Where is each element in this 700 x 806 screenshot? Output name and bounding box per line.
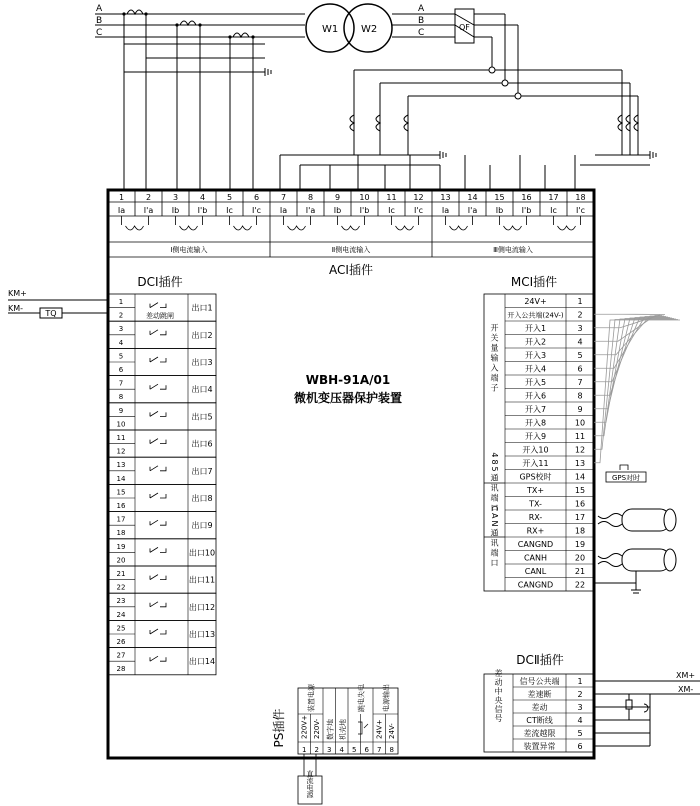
mc1-terminal-number: 2 [577,310,583,320]
dc1-terminal-number: 21 [116,570,126,578]
device-name: 微机变压器保护装置 [293,391,403,405]
dc2-terminal-number: 2 [577,690,583,699]
ct-channel-label: I'c [252,206,261,215]
phase-b-label: B [96,16,103,26]
dc1-output-label: 出口2 [191,330,213,340]
ct-channel-label: Ib [495,206,504,215]
mc1-row-label: 开入11 [522,459,549,468]
w1-label: W1 [322,24,339,35]
dc1-terminal-number: 2 [118,311,124,320]
dc1-terminal-number: 28 [116,665,126,674]
dc1-terminal-number: 18 [116,529,126,538]
dc2-row-label: 差流越限 [523,729,556,738]
relay-contact-icon [150,656,166,661]
ct-terminal-number: 18 [575,193,586,202]
ct-channel-label: I'b [359,206,370,215]
dc1-output-label: 出口12 [188,602,216,612]
ct-coil-icon [176,216,203,230]
mc1-row-label: 24V+ [524,297,547,306]
ps-terminal-number: 2 [314,746,319,754]
mc1-terminal-number: 15 [574,486,586,495]
ps-group-label: 电源输出 [382,684,391,712]
dc1-output-label: 出口13 [188,630,216,639]
dc1-terminal-number: 24 [116,610,126,619]
ct-terminal-number: 3 [172,193,179,202]
ct-coil-icon [554,216,581,230]
dc2-terminal-number: 6 [577,742,583,751]
ps-terminal-number: 5 [352,746,357,754]
ct-terminal-number: 5 [226,193,233,202]
dc1-terminal-number: 17 [116,515,126,524]
ps-terminal-number: 4 [339,746,344,754]
qf-breaker-label: QF [459,23,470,32]
ps-group-label: 数字地 [326,719,335,740]
relay-contact-icon [150,384,166,389]
ps-terminal-label: 220V+ [300,714,309,739]
gps-sync-label: GPS对时 [611,474,641,482]
dc1-output-label: 出口11 [188,575,216,585]
dc1-terminal-number: 19 [116,542,126,551]
mc1-row-label: 开入3 [524,351,547,360]
mc1-terminal-number: 19 [574,540,586,549]
mc1-row-label: 开入1 [524,324,547,333]
mc1-row-label: CANH [523,553,548,563]
mc1-terminal-number: 16 [574,499,586,509]
ct-channel-label: Ia [117,206,126,215]
ct-terminal-number: 17 [548,193,559,202]
relay-contact-icon [150,575,166,580]
dc1-terminal-number: 10 [116,420,126,429]
mc1-terminal-number: 7 [577,378,583,387]
relay-contact-icon [150,466,166,471]
relay-contact-icon [150,303,166,308]
ct-group-1-label: Ⅰ侧电流输入 [170,246,208,254]
dc2-terminal-number: 4 [577,716,583,725]
mc1-row-label: RX+ [526,526,545,536]
dc2-row-label: 装置异常 [523,742,556,751]
ct-terminal-number: 6 [253,193,260,202]
tq-label: TQ [45,309,57,318]
ps-group-label: 机壳地 [338,719,347,740]
dc-source-label: 直流电源 [306,770,314,798]
mc1-row-label: 开入2 [524,337,547,347]
dc2-row-label: 差动 [531,703,548,712]
ct-channel-label: Ib [171,206,180,215]
ps-terminal-label: 24V+ [375,719,384,739]
ct-terminal-number: 2 [145,193,152,202]
dc1-output-label: 出口4 [191,385,213,395]
relay-contact-icon [150,411,166,416]
dc1-terminal-number: 8 [118,393,124,402]
mc1-terminal-number: 12 [574,445,586,455]
ct-coil-icon [122,216,149,230]
ps-group-label: 装置电源 [307,684,316,712]
left-phase-lines [95,10,305,190]
left-phase-labels [96,4,103,38]
dc1-terminal-number: 20 [116,556,126,565]
relay-contact-icon [150,602,166,607]
relay-contact-icon [150,439,166,444]
dc1-terminal-block [108,294,216,675]
mc1-row-label: TX- [529,499,542,509]
dc1-terminal-number: 27 [116,651,126,660]
phase-c-label-right: C [418,28,425,38]
ct-coil-icon [392,216,419,230]
ct-channel-label: Ia [441,206,450,215]
mc1-group-label: 485通讯端口 [490,452,499,514]
mc1-terminal-number: 3 [577,324,583,333]
dc1-terminal-number: 3 [118,325,124,334]
dc1-terminal-number: 13 [116,461,126,470]
dc1-output-label: 出口10 [188,548,216,558]
phase-c-label: C [96,28,103,38]
ct-terminal-number: 14 [467,193,478,202]
dc1-terminal-number: 25 [116,624,126,633]
ct-group-2-label: Ⅱ侧电流输入 [331,246,371,254]
dc1-output-label: 出口8 [191,494,213,503]
mc1-terminal-number: 8 [577,391,583,401]
ps-title: PS插件 [272,708,286,748]
mc1-terminal-number: 21 [574,567,586,576]
dc1-terminal-number: 26 [116,638,126,646]
relay-contact-icon [358,722,368,734]
mc1-switch-wire [594,320,678,450]
dc1-terminal-number: 22 [116,583,126,592]
ps-terminal-number: 7 [377,746,382,754]
xm-minus-label: XM- [678,685,694,694]
phase-a-label: A [96,4,103,14]
ct-channel-label: I'c [414,206,423,215]
relay-contact-icon [150,330,166,335]
dc1-terminal-number: 16 [116,502,126,510]
relay-contact-icon [150,357,166,362]
device-model: WBH-91A/01 [305,373,391,387]
dc2-row-label: 差速断 [527,690,552,699]
mc1-terminal-block [484,294,594,591]
comm-cables [594,509,676,593]
mc1-row-label: 开入4 [524,364,547,374]
mc1-terminal-number: 14 [574,472,586,482]
mc1-terminal-number: 11 [574,432,586,441]
relay-contact-icon [150,493,166,498]
ct-channel-label: Ic [226,206,233,215]
mc1-terminal-number: 22 [574,580,586,590]
ct-terminal-number: 8 [307,193,314,202]
ct-channel-labels [118,206,585,215]
dc1-output-label: 出口7 [191,466,213,476]
mc1-row-label: 开入9 [524,432,547,441]
transformer-symbol [306,4,392,52]
ct-terminal-number: 1 [118,193,125,202]
mc1-switch-wire [594,317,668,382]
mc1-terminal-number: 4 [577,337,583,347]
mc1-row-label: 开入6 [524,391,547,401]
ct-terminal-number: 4 [199,193,206,202]
mc1-terminal-number: 13 [574,459,586,468]
km-plus-label: KM+ [8,289,27,298]
ps-terminal-number: 8 [389,746,394,754]
dc1-terminal-number: 15 [116,488,126,497]
mc1-row-label: RX- [528,513,543,522]
ct-coil-icon [230,216,257,230]
mc1-group-label: 开关量输入端子 [490,323,499,394]
mc1-terminal-number: 5 [577,351,583,360]
ps-terminal-number: 6 [364,746,369,754]
ps-terminal-label: 24V- [387,723,396,739]
dc2-row-label: CT断线 [526,716,553,725]
phase-a-label-right: A [418,4,425,14]
dc1-terminal-number: 5 [118,352,124,361]
mc1-title: MCⅠ插件 [510,275,558,289]
ps-group-label: 跳电失电 [357,684,366,712]
mc1-terminal-number: 9 [577,405,583,414]
dc1-terminal-number: 6 [118,366,124,374]
mc1-terminal-number: 6 [577,364,583,374]
mc1-row-label: 开入7 [524,405,547,414]
xm-plus-label: XM+ [676,671,696,680]
mc1-terminal-number: 18 [574,526,586,536]
ct-channel-label: I'b [197,206,208,215]
ct-channel-label: I'a [305,206,316,215]
ps-terminal-block [298,683,398,804]
mc1-row-label: TX+ [526,486,545,495]
ct-coil-icon [446,216,473,230]
ps-terminal-label: 220V- [312,718,321,739]
mc1-row-label: GPS校时 [519,472,552,482]
mc1-row-label: 开入8 [524,418,547,428]
dc2-terminal-number: 5 [577,729,583,738]
km-minus-label: KM- [8,304,24,313]
mc1-row-label: 开入5 [524,378,547,387]
mc1-terminal-number: 17 [574,513,586,522]
dc2-terminal-number: 1 [577,677,583,686]
ct-channel-label: I'b [521,206,532,215]
ct-coil-icon [284,216,311,230]
w2-label: W2 [361,24,378,35]
ct-coil-icon [338,216,365,230]
ct-terminal-number: 10 [359,193,370,202]
ct-terminal-number: 15 [494,193,505,202]
ct-coil-icon [500,216,527,230]
ct-terminal-number: 13 [440,193,451,202]
ps-terminal-number: 1 [302,746,307,754]
dc2-title: DCⅡ插件 [516,653,564,667]
dc1-output-label: 出口3 [191,358,213,367]
ct-channel-label: Ib [333,206,342,215]
dc1-terminal-number: 4 [118,338,124,347]
mc1-group-label: CAN通讯端口 [490,505,499,569]
dc2-terminal-number: 3 [577,703,583,712]
dc1-terminal-number: 11 [116,434,126,442]
relay-contact-icon [150,520,166,525]
dc1-output-label: 出口1 [191,303,213,313]
mc1-terminal-number: 10 [574,418,586,428]
ct-channel-label: I'c [576,206,585,215]
ct-terminal-number: 7 [280,193,287,202]
ct-channel-label: I'a [467,206,478,215]
ct-group-labels [170,245,532,254]
dc1-output-label: 出口14 [188,657,216,667]
dc1-output-label: 出口5 [191,412,213,422]
diff-trip-label: 差动跳闸 [146,312,174,320]
mc1-terminal-number: 20 [574,553,586,563]
dc1-output-label: 出口6 [191,439,213,449]
ct-channel-label: Ia [279,206,288,215]
dc2-group-label: 差动中央信号 [494,669,503,723]
relay-contact-icon [150,547,166,552]
ct-channel-label: I'a [143,206,154,215]
mc1-row-label: CANL [524,567,547,576]
dc1-terminal-number: 14 [116,474,126,483]
ct-terminal-number: 11 [386,193,397,202]
mc1-row-label: CANGND [517,540,554,549]
dc1-terminal-number: 9 [118,406,124,415]
dc1-title: DCⅠ插件 [137,275,183,289]
relay-contact-icon [150,629,166,634]
ct-terminal-number: 12 [413,193,424,202]
dc1-terminal-number: 7 [118,379,124,388]
dc2-row-label: 信号公共端 [519,677,560,686]
ct-channel-label: Ic [550,206,557,215]
dc1-output-label: 出口9 [191,521,213,531]
mc1-row-label: 开入公共端(24V-) [507,311,564,320]
mc1-terminal-number: 1 [577,297,583,306]
ct-terminal-number: 9 [334,193,341,202]
ct-coil-icons [122,216,581,230]
mc1-row-label: 开入10 [522,445,549,455]
ac1-title: ACⅠ插件 [329,263,373,277]
ct-group-3-label: Ⅲ侧电流输入 [493,246,533,254]
mc1-external-wiring [594,314,680,463]
ct-channel-label: Ic [388,206,395,215]
ct-terminal-number: 16 [521,193,532,202]
mc1-row-label: CANGND [517,580,554,590]
phase-b-label-right: B [418,16,425,26]
ps-terminal-number: 3 [327,746,332,754]
dc2-terminal-block [484,668,594,752]
dc1-terminal-number: 12 [116,447,126,456]
dc1-terminal-number: 23 [116,597,126,606]
dc1-terminal-number: 1 [118,298,124,306]
